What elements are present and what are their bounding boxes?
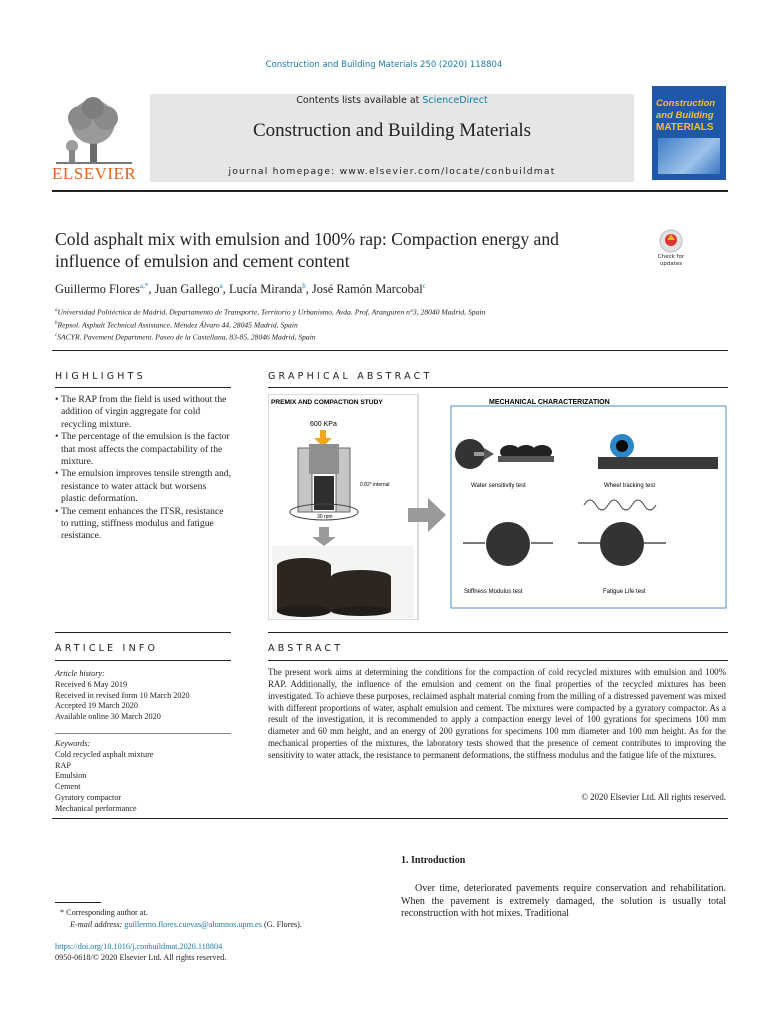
sciencedirect-link[interactable]: ScienceDirect (422, 95, 488, 106)
ga-left-title: PREMIX AND COMPACTION STUDY (271, 399, 383, 406)
ga-angle: 0.82° internal (360, 482, 390, 488)
mid-rule-right (268, 632, 728, 633)
author: Guillermo Flores$^{a,*}$, (55, 282, 155, 297)
list-item: • The cement enhances the ITSR, resistance to rutting, stiffness modulus and fatigue resistance. (55, 506, 231, 543)
affiliation-rule (52, 350, 728, 351)
keyword: Gyratory compactor (55, 792, 122, 802)
email-note (70, 920, 302, 931)
cover-title-3: MATERIALS (656, 122, 714, 133)
contents-line (150, 95, 634, 106)
keyword: Cold recycled asphalt mixture (55, 749, 154, 759)
check-updates-label: Check for updates (657, 254, 685, 267)
doi-link[interactable]: https://doi.org/10.1016/j.conbuildmat.2020.118804 (55, 942, 223, 951)
abstract-heading: ABSTRACT (268, 643, 344, 654)
journal-homepage[interactable]: journal homepage: www.elsevier.com/locate/conbuildmat (228, 166, 556, 177)
issn-copyright: 0950-0618/© 2020 Elsevier Ltd. All rights reserved. (55, 953, 227, 962)
keywords-label: Keywords: (55, 739, 91, 748)
ga-rpm: 30 rpm (317, 514, 333, 520)
mid-rule-left (55, 632, 231, 633)
email-link[interactable]: guillermo.flores.cuevas@alumnos.upm.es (124, 920, 262, 929)
journal-reference[interactable]: Construction and Building Materials 250 (2020) 118804 (265, 60, 503, 70)
list-item: • The emulsion improves tensile strength and, resistance to water attack but worsens plastic deformation. (55, 468, 231, 505)
highlights-heading: HIGHLIGHTS (55, 371, 146, 382)
affiliation: $^c$SACYR. Pavement Department. Paseo de la Castellana, 83-85, 28046 Madrid, Spain (55, 332, 316, 342)
keywords (55, 739, 245, 815)
author: José Ramón Marcobal$^c$ (311, 282, 426, 297)
corresponding-author-note: * Corresponding author at. (60, 908, 148, 917)
contents-prefix: Contents lists available at (296, 95, 423, 106)
publisher-logo-text: ELSEVIER (52, 164, 137, 183)
footnote-rule (55, 902, 101, 903)
title-line-1: Cold asphalt mix with emulsion and 100% rap: Compaction energy and (55, 229, 559, 249)
ga-test-wheel: Wheel tracking test (604, 483, 656, 489)
keyword: RAP (55, 760, 71, 770)
affiliation: $^a$Universidad Politécnica de Madrid, Departamento de Transporte, Territorio y Urbanismo, Avda. Prof, Aranguren n°3, 28040 Madrid, Spain (55, 307, 486, 317)
ga-test-water: Water sensitivity test (471, 483, 526, 489)
cover-title-2: and Building (656, 110, 714, 121)
cover-graphic (658, 138, 720, 174)
list-item: • The RAP from the field is used without the addition of virgin aggregate for cold recycling mixture. (55, 394, 231, 431)
article-history (55, 669, 245, 723)
check-for-updates-badge[interactable] (650, 228, 692, 270)
introduction-text: Over time, deteriorated pavements require conservation and rehabilitation. When the pavement is extremely damaged, the solution is usually total reconstruction with hot mixes. Traditional (401, 883, 726, 920)
keyword: Mechanical performance (55, 803, 137, 813)
title-line-2: influence of emulsion and cement content (55, 251, 350, 271)
introduction-heading: 1. Introduction (401, 855, 466, 866)
article-title (55, 228, 645, 272)
list-item: • The percentage of the emulsion is the factor that most affects the compactability of the mixture. (55, 431, 231, 468)
email-label: E-mail address: (70, 920, 125, 929)
history-entry: Accepted 19 March 2020 (55, 701, 138, 711)
graphical-abstract-rule (268, 387, 728, 388)
graphical-abstract-figure[interactable] (268, 394, 728, 620)
check-updates-icon (650, 228, 692, 254)
publisher-logo[interactable] (52, 94, 136, 182)
journal-cover[interactable] (652, 86, 726, 180)
ga-right-title: MECHANICAL CHARACTERIZATION (489, 399, 610, 406)
graphical-abstract-graphic (268, 394, 728, 620)
keywords-rule (55, 733, 231, 734)
history-entry: Received 6 May 2019 (55, 679, 128, 689)
affiliations (55, 305, 485, 343)
highlights-list (55, 394, 231, 543)
affiliation: $^b$Repsol. Asphalt Technical Assistance, Méndez Álvaro 44, 28045 Madrid, Spain (55, 320, 298, 330)
ga-test-stiffness: Stiffness Modulus test (464, 589, 523, 595)
cover-title-1: Construction (656, 98, 716, 109)
abstract-end-rule (52, 818, 728, 819)
author-list (55, 282, 426, 297)
abstract-copyright: © 2020 Elsevier Ltd. All rights reserved. (581, 792, 726, 802)
ga-pressure: 600 KPa (310, 421, 337, 428)
journal-name[interactable]: Construction and Building Materials (252, 120, 532, 141)
abstract-text: The present work aims at determining the conditions for the compaction of cold recycled mixtures with emulsion and 100% RAP. Additionally, the influence of the emulsion and cement on the final properties of the recycled mixtures has been investigated. To achieve these purposes, reclaimed asphalt material coming from the milling of a distressed pavement was mixed with different proportions of water, asphalt emulsion and cement. The mixtures were compacted by a gyratory compactor. As a result of the investigation, it is recommended to apply a compaction energy level of 100 gyrations for specimens 100 mm diameter and 60 mm height, and an energy of 200 gyrations for specimens 100 mm diameter and 100 mm height. As for the mechanical properties of the mixtures, the laboratory tests showed that the presence of cement contributes to improving the sensitivity to water attack, the resistance to permanent deformations, the stiffness modulus and the fatigue life of the mixtures. (268, 667, 726, 760)
abstract-rule (268, 660, 728, 661)
author: Juan Gallego$^a$, (154, 282, 229, 297)
highlights-rule (55, 387, 231, 388)
keyword: Cement (55, 782, 81, 792)
author: Lucía Miranda$^b$, (228, 282, 312, 297)
header-rule (52, 190, 728, 192)
graphical-abstract-heading: GRAPHICAL ABSTRACT (268, 371, 433, 382)
keyword: Emulsion (55, 771, 87, 781)
history-label: Article history: (55, 669, 105, 678)
history-entry: Received in revised form 10 March 2020 (55, 690, 190, 700)
email-suffix: (G. Flores). (261, 920, 302, 929)
history-entry: Available online 30 March 2020 (55, 712, 161, 722)
article-info-rule (55, 660, 231, 661)
ga-test-fatigue: Fatigue Life test (603, 589, 646, 595)
article-info-heading: ARTICLE INFO (55, 643, 159, 654)
